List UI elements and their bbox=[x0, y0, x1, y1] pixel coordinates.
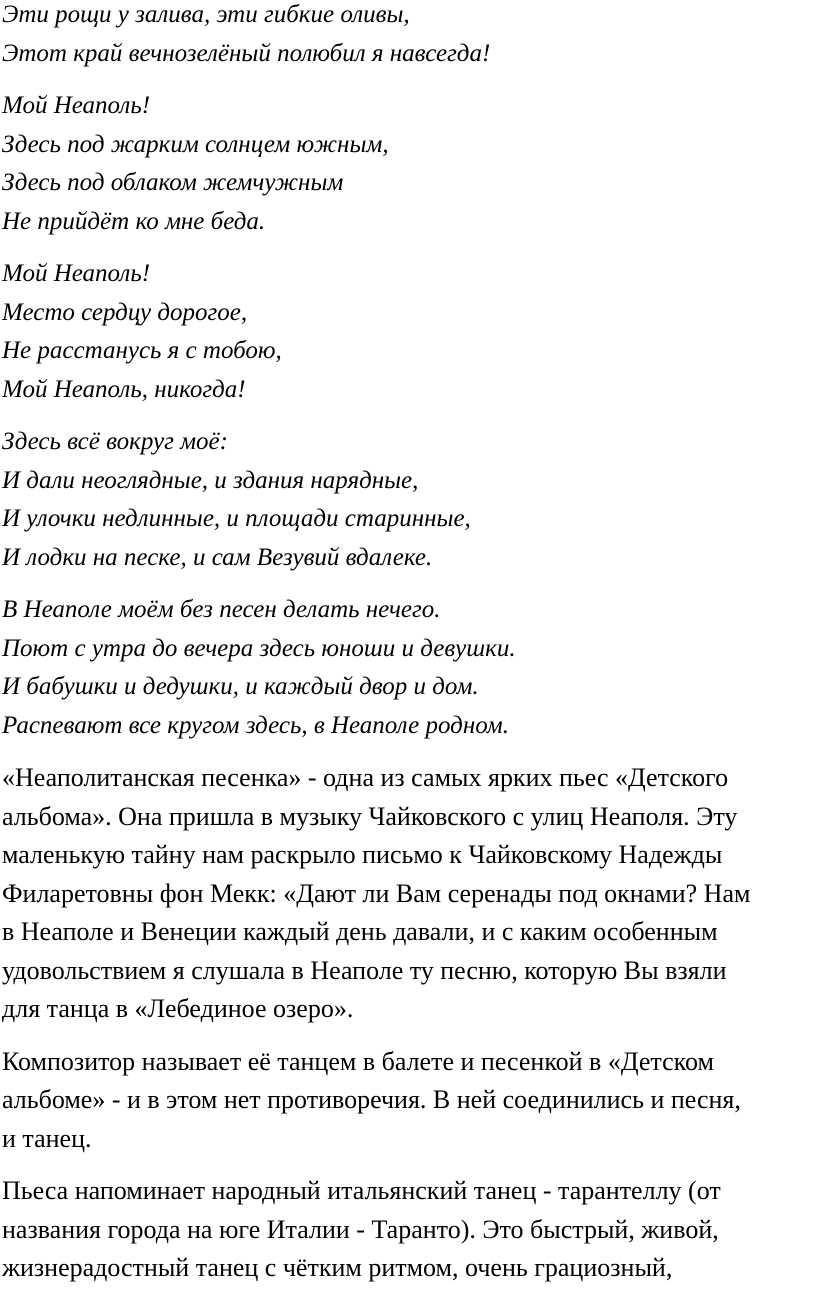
paragraph-line: удовольствием я слушала в Неаполе ту песню, которую Вы взяли bbox=[2, 955, 727, 985]
poem-line: Место сердцу дорогое, bbox=[2, 298, 248, 326]
poem-line: Мой Неаполь! bbox=[2, 260, 151, 287]
poem-line: Не прийдёт ко мне беда. bbox=[2, 207, 266, 235]
paragraph-line: для танца в «Лебединое озеро». bbox=[2, 994, 354, 1023]
poem-line: Мой Неаполь! bbox=[2, 92, 151, 119]
poem-stanza-4 bbox=[2, 423, 814, 577]
paragraph-1 bbox=[2, 759, 814, 1029]
paragraph-line: и танец. bbox=[2, 1123, 92, 1153]
poem-stanza-5 bbox=[2, 591, 814, 745]
poem-line: Здесь под жарким солнцем южным, bbox=[2, 130, 389, 158]
poem-line: Здесь под облаком жемчужным bbox=[2, 169, 344, 196]
paragraph-line: Филаретовны фон Мекк: «Дают ли Вам серенады под окнами? Нам bbox=[2, 878, 751, 908]
poem-line: Эти рощи у залива, эти гибкие оливы, bbox=[2, 1, 410, 28]
document-page bbox=[2, 0, 814, 1302]
paragraph-line: Пьеса напоминает народный итальянский танец - тарантеллу (от bbox=[2, 1176, 721, 1205]
paragraph-line: названия города на юге Италии - Таранто). Это быстрый, живой, bbox=[2, 1214, 719, 1244]
paragraph-line: Композитор называет её танцем в балете и песенкой в «Детском bbox=[2, 1046, 714, 1076]
paragraph-3 bbox=[2, 1172, 814, 1288]
poem-stanza-1 bbox=[2, 0, 814, 73]
poem-line: И бабушки и дедушки, и каждый двор и дом. bbox=[2, 673, 479, 700]
paragraph-line: маленькую тайну нам раскрыло письмо к Чайковскому Надежды bbox=[2, 840, 723, 869]
poem-line: В Неаполе моём без песен делать нечего. bbox=[2, 596, 441, 623]
paragraph-line: альбоме» - и в этом нет противоречия. В ней соединились и песня, bbox=[2, 1085, 741, 1114]
paragraph-line: альбома». Она пришла в музыку Чайковского с улиц Неаполя. Эту bbox=[2, 801, 738, 831]
paragraph-line: в Неаполе и Венеции каждый день давали, и с каким особенным bbox=[2, 917, 718, 946]
poem-line: И лодки на песке, и сам Везувий вдалеке. bbox=[2, 543, 433, 571]
paragraph-2 bbox=[2, 1043, 814, 1159]
poem-line: И дали неоглядные, и здания нарядные, bbox=[2, 466, 419, 494]
poem-line: Распевают все кругом здесь, в Неаполе родном. bbox=[2, 711, 509, 739]
poem-line: Здесь всё вокруг моё: bbox=[2, 428, 228, 455]
poem-line: И улочки недлинные, и площади старинные, bbox=[2, 505, 471, 532]
poem-line: Поют с утра до вечера здесь юноши и девушки. bbox=[2, 634, 516, 662]
paragraph-line: жизнерадостный танец с чётким ритмом, очень грациозный, bbox=[2, 1253, 673, 1282]
poem-line: Этот край вечнозелёный полюбил я навсегда! bbox=[2, 39, 491, 67]
poem-stanza-2 bbox=[2, 87, 814, 241]
poem-stanza-3 bbox=[2, 255, 814, 409]
poem-line: Не расстанусь я с тобою, bbox=[2, 337, 282, 364]
poem-line: Мой Неаполь, никогда! bbox=[2, 375, 246, 403]
paragraph-line: «Неаполитанская песенка» - одна из самых ярких пьес «Детского bbox=[2, 763, 729, 792]
